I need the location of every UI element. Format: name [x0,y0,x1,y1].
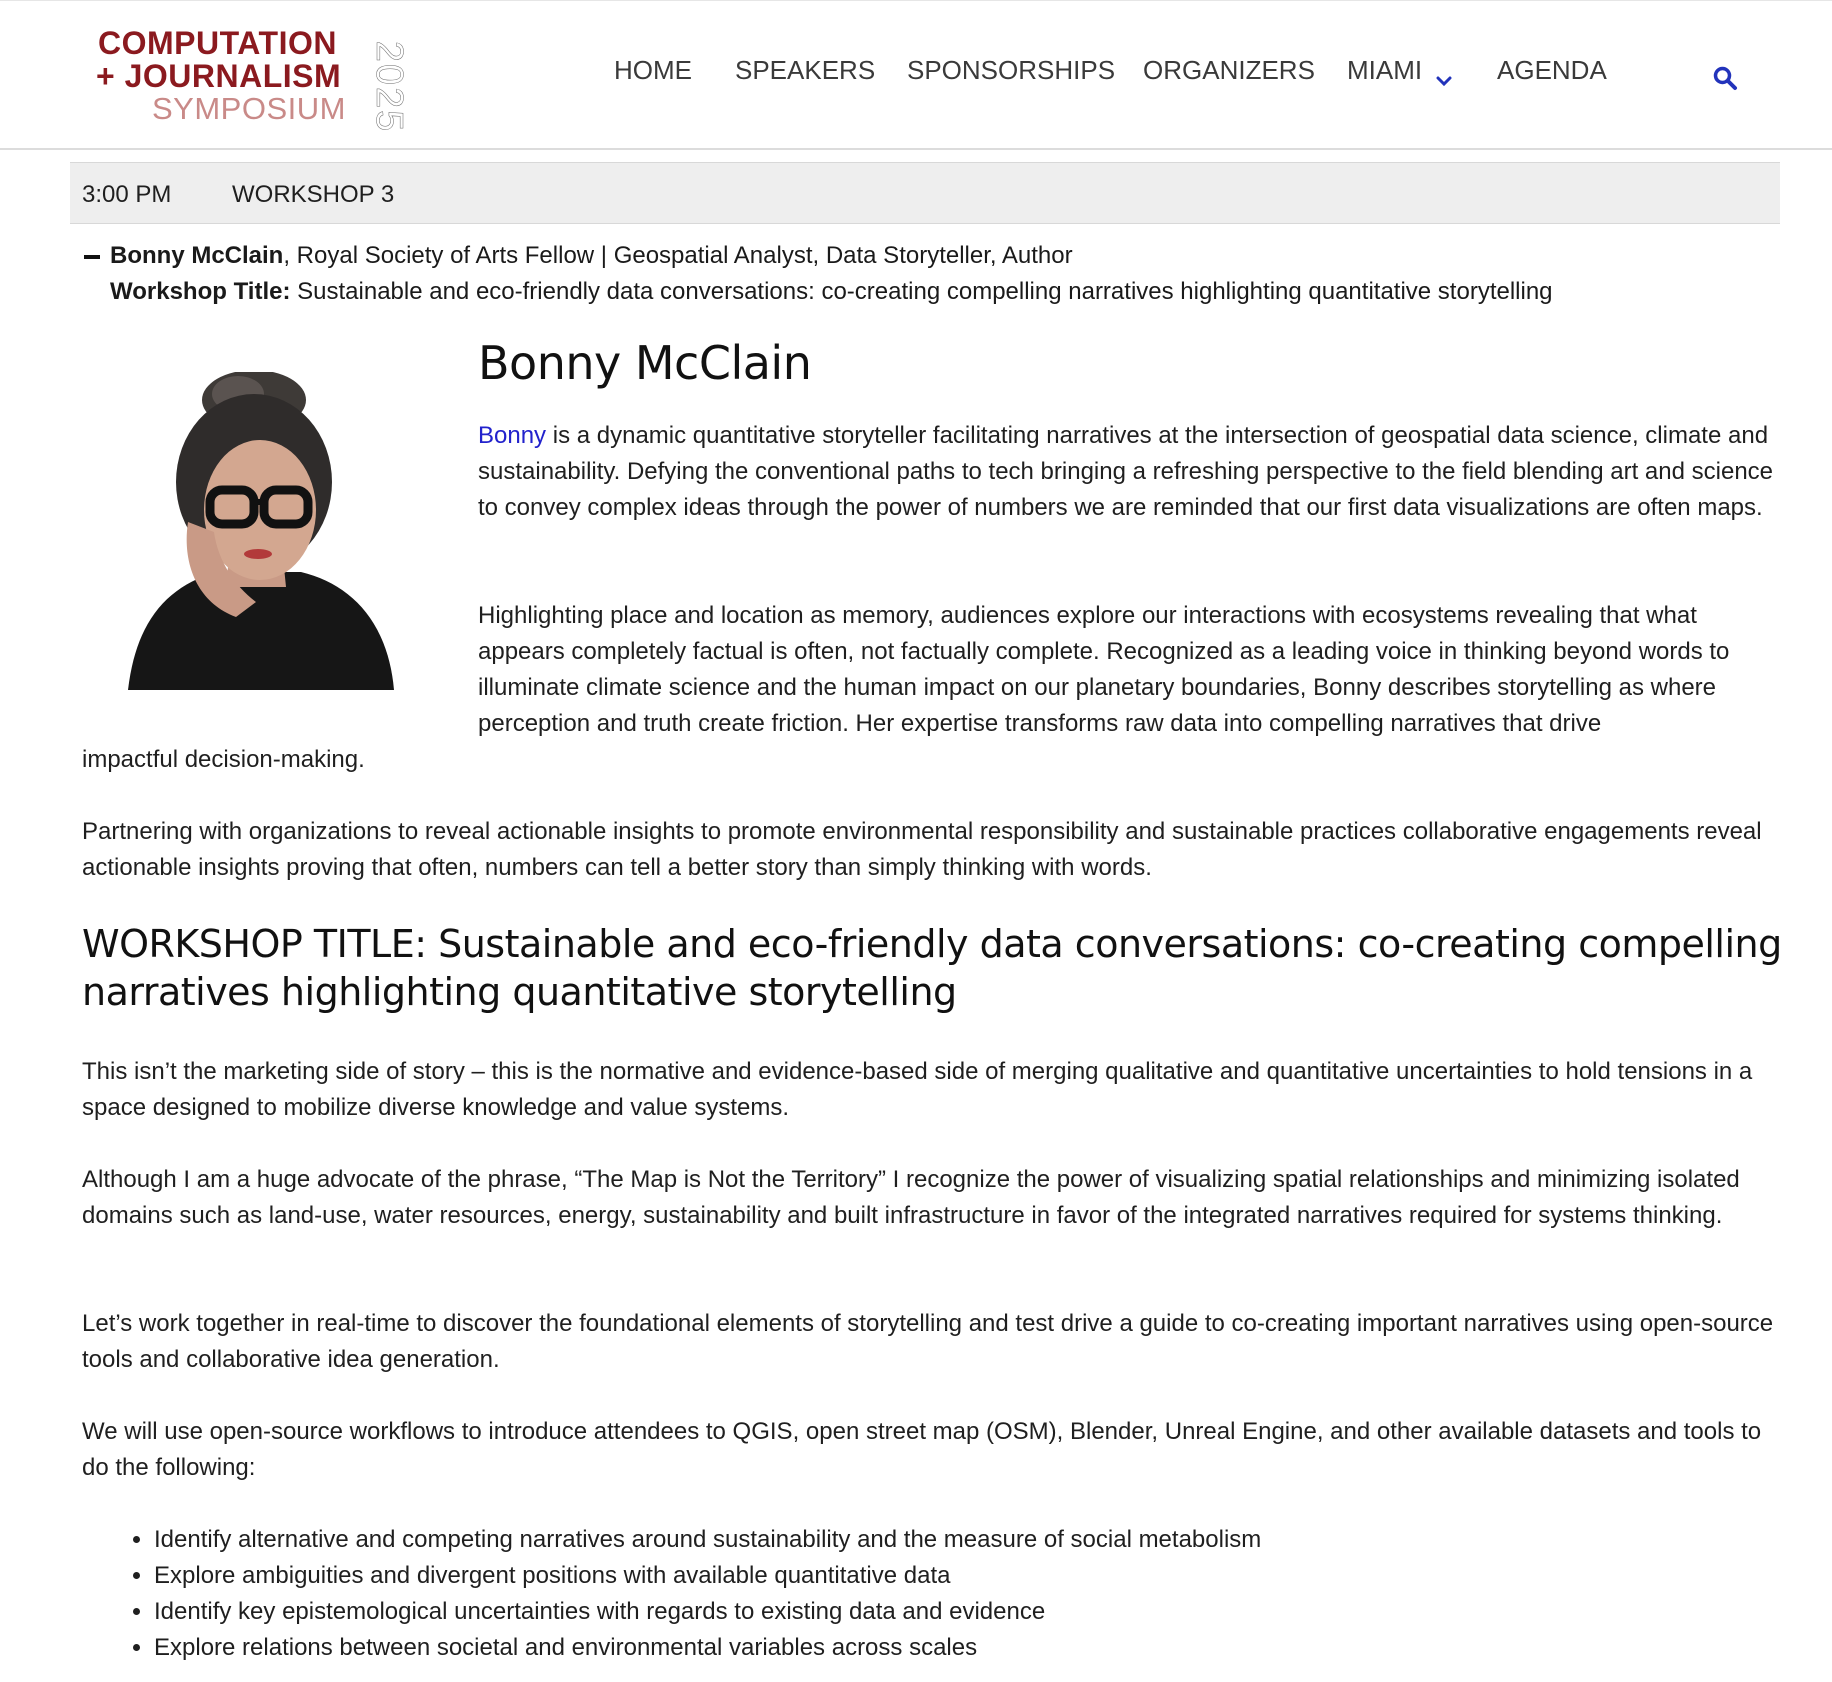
site-header [0,0,1832,150]
bio-link[interactable]: Bonny [478,422,547,449]
session-name: WORKSHOP 3 [232,181,395,208]
bio-heading: Bonny McClain [478,336,812,390]
nav-speakers[interactable]: SPEAKERS [735,55,876,85]
session-bar[interactable] [70,162,1780,224]
bio-paragraph-3: Partnering with organizations to reveal actionable insights to promote environmental responsibility and sustainable practices collaborative engagements reveal actionable insights proving that often, numbers can tell a better story than simply thinking with words. [82,818,1762,881]
bio-paragraph-2: Highlighting place and location as memory, audiences explore our interactions with ecosystems revealing that what appears completely factual is often, not factually complete. Recognized as a leading voice in thinking beyond words to illuminate climate science and the human impact on our planetary boundaries, Bonny describes storytelling as where perception and truth create friction. Her expertise transforms raw data into compelling narratives that drive [478,602,1730,737]
bio-paragraph-2-end: impactful decision-making. [82,746,365,773]
workshop-heading: WORKSHOP TITLE: Sustainable and eco-friendly data conversations: co-creating compelling narratives highlighting quantitative storytelling [82,922,1782,1014]
logo-year: 2025 [368,40,410,134]
chevron-down-icon[interactable] [1436,75,1452,87]
speaker-photo [126,372,396,692]
nav-agenda[interactable]: AGENDA [1497,55,1607,85]
workshop-paragraph-4: We will use open-source workflows to introduce attendees to QGIS, open street map (OSM), Blender, Unreal Engine, and other available datasets and tools to do the following: [82,1418,1762,1481]
collapse-icon[interactable] [84,255,100,259]
search-icon[interactable] [1712,65,1738,91]
nav-miami[interactable]: MIAMI [1347,55,1423,85]
list-item: • Identify key epistemological uncertainties with regards to existing data and evidence [154,1594,1782,1630]
session-title-text: Sustainable and eco-friendly data conversations: co-creating compelling narratives highlighting quantitative storytelling [290,278,1553,305]
workshop-paragraph-3: Let’s work together in real-time to discover the foundational elements of storytelling and test drive a guide to co-creating important narratives using open-source tools and collaborative idea generation. [82,1310,1774,1373]
speaker-name: Bonny McClain [110,242,284,269]
bio-paragraph-1-text: is a dynamic quantitative storyteller facilitating narratives at the intersection of geospatial data science, climate and sustainability. Defying the conventional paths to tech bringing a refreshing perspective to the field blending art and science to convey complex ideas through the power of numbers we are reminded that our first data visualizations are often maps. [478,422,1774,521]
session-title-label: Workshop Title: [110,278,291,305]
bio-paragraph-1 [478,418,1778,526]
workshop-paragraph-2: Although I am a huge advocate of the phrase, “The Map is Not the Territory” I recognize the power of visualizing spatial relationships and minimizing isolated domains such as land-use, water resources, energy, sustainability and built infrastructure in favor of the integrated narratives required for systems thinking. [82,1166,1740,1229]
nav-home[interactable]: HOME [614,55,692,85]
session-time: 3:00 PM [82,181,172,208]
logo-line-journalism: + JOURNALISM [96,58,342,94]
session-speaker [110,242,1073,270]
speaker-role: , Royal Society of Arts Fellow | Geospatial Analyst, Data Storyteller, Author [283,242,1073,269]
logo-line-computation: COMPUTATION [98,25,337,61]
list-item: • Explore relations between societal and environmental variables across scales [154,1630,1782,1666]
list-item: • Explore ambiguities and divergent positions with available quantitative data [154,1558,1782,1594]
nav-organizers[interactable]: ORGANIZERS [1143,55,1315,85]
workshop-goals-list [82,1522,1782,1666]
list-item: • Identify alternative and competing narratives around sustainability and the measure of social metabolism [154,1522,1782,1558]
nav-sponsorships[interactable]: SPONSORSHIPS [907,55,1116,85]
workshop-paragraph-1: This isn’t the marketing side of story – this is the normative and evidence-based side of merging qualitative and quantitative uncertainties to hold tensions in a space designed to mobilize diverse knowledge and value systems. [82,1058,1753,1121]
site-logo[interactable] [96,25,410,134]
logo-line-symposium: SYMPOSIUM [152,91,346,126]
session-title [110,278,1553,306]
